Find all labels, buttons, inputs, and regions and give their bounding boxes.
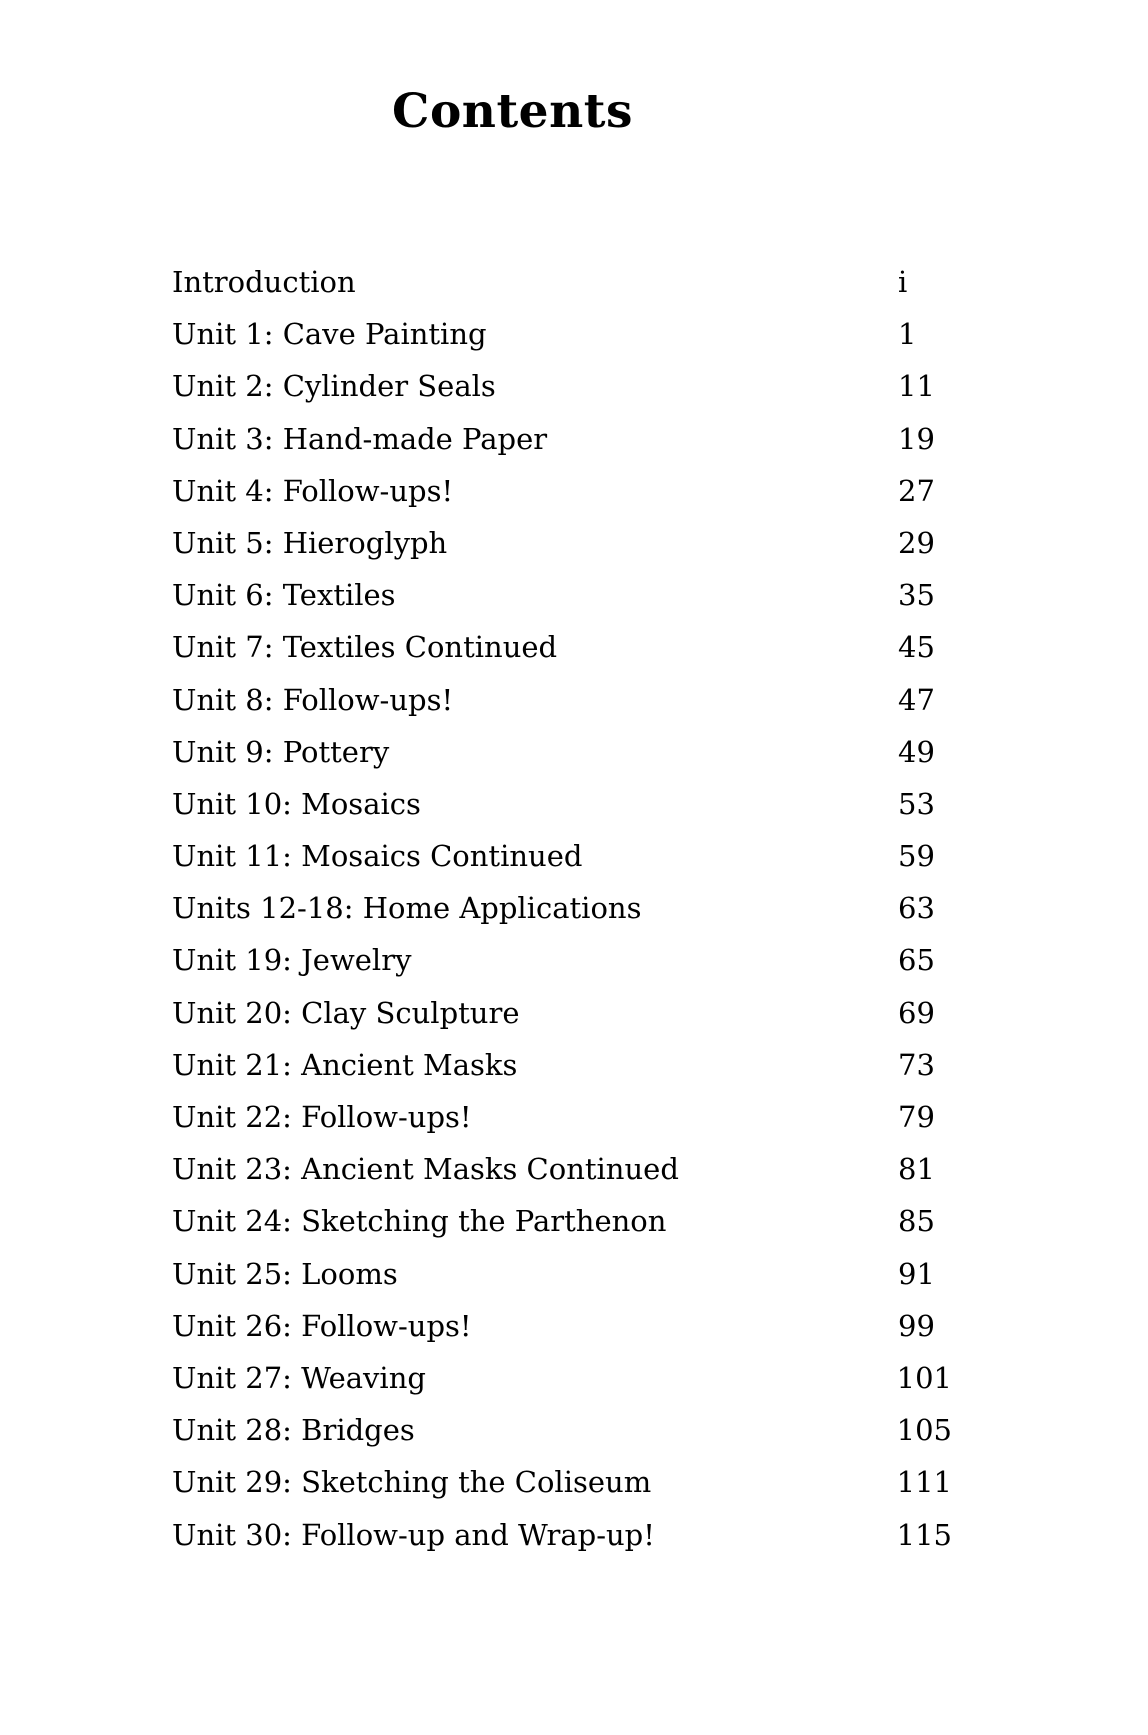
toc-entry-label: Unit 10: Mosaics [172, 786, 421, 821]
toc-entry-page: 85 [898, 1204, 935, 1239]
toc-entry [172, 1360, 952, 1416]
toc-entry-page: 27 [898, 473, 935, 508]
toc-entry-page: 11 [898, 369, 935, 404]
toc-entry-page: 65 [898, 943, 935, 978]
toc-entry-page: 47 [898, 682, 935, 717]
toc-entry-label: Introduction [172, 265, 356, 299]
toc-entry-page: 49 [898, 734, 935, 769]
toc-entry-label: Unit 19: Jewelry [172, 943, 412, 978]
toc-entry-page: 111 [896, 1465, 952, 1500]
toc-entry-label: Unit 1: Cave Painting [172, 317, 487, 352]
toc-entry-page: 99 [898, 1308, 935, 1343]
toc-entry-label: Unit 29: Sketching the Coliseum [172, 1465, 652, 1500]
toc-entry-page: 105 [896, 1413, 952, 1448]
toc-entry-page: i [898, 265, 908, 299]
toc-entry [172, 1413, 952, 1468]
toc-entry-label: Unit 6: Textiles [172, 578, 396, 613]
toc-entry [172, 265, 952, 320]
toc-entry-label: Unit 9: Pottery [172, 734, 390, 769]
toc-entry [172, 1047, 952, 1103]
toc-entry [172, 369, 952, 424]
toc-entry [172, 1517, 952, 1573]
toc-entry-label: Unit 7: Textiles Continued [172, 630, 558, 665]
toc-entry-page: 79 [898, 1100, 935, 1134]
toc-entry [172, 525, 952, 581]
toc-entry [172, 839, 952, 894]
toc-entry-page: 1 [898, 317, 917, 352]
toc-entry-page: 81 [898, 1152, 935, 1187]
toc-entry-label: Unit 21: Ancient Masks [172, 1047, 518, 1082]
toc-entry-label: Unit 5: Hieroglyph [172, 525, 448, 560]
toc-entry-label: Unit 28: Bridges [172, 1413, 415, 1448]
toc-entry-label: Unit 22: Follow-ups! [172, 1100, 472, 1134]
toc-entry-page: 59 [898, 839, 935, 874]
toc-entry-label: Unit 23: Ancient Masks Continued [172, 1152, 679, 1187]
toc-entry-label: Units 12-18: Home Applications [172, 891, 642, 926]
toc-entry [172, 943, 952, 998]
toc-entry [172, 1308, 952, 1364]
toc-entry [172, 1256, 952, 1312]
toc-entry-page: 69 [898, 995, 935, 1030]
toc-entry [172, 786, 952, 842]
toc-entry-label: Unit 11: Mosaics Continued [172, 839, 583, 874]
toc-entry-label: Unit 8: Follow-ups! [172, 682, 454, 717]
table-of-contents [172, 265, 952, 1573]
toc-entry [172, 578, 952, 633]
toc-entry [172, 1204, 952, 1259]
toc-entry-page: 29 [898, 525, 935, 560]
toc-entry-page: 53 [898, 786, 935, 821]
toc-entry-page: 63 [898, 891, 935, 926]
toc-entry-page: 35 [898, 578, 935, 613]
toc-entry [172, 473, 952, 529]
toc-entry-label: Unit 30: Follow-up and Wrap-up! [172, 1517, 655, 1552]
toc-entry-page: 115 [896, 1517, 952, 1552]
toc-entry [172, 1100, 952, 1155]
toc-entry [172, 1465, 952, 1520]
toc-entry [172, 734, 952, 790]
toc-entry [172, 421, 952, 477]
toc-entry-label: Unit 26: Follow-ups! [172, 1308, 472, 1343]
toc-entry-label: Unit 2: Cylinder Seals [172, 369, 496, 404]
toc-entry-label: Unit 3: Hand-made Paper [172, 421, 548, 456]
toc-entry [172, 891, 952, 946]
toc-entry-label: Unit 27: Weaving [172, 1360, 426, 1395]
toc-entry-label: Unit 24: Sketching the Parthenon [172, 1204, 667, 1239]
toc-entry-label: Unit 20: Clay Sculpture [172, 995, 520, 1030]
toc-entry-label: Unit 4: Follow-ups! [172, 473, 454, 508]
toc-entry [172, 1152, 952, 1207]
toc-entry-page: 45 [898, 630, 935, 665]
toc-entry [172, 317, 952, 372]
toc-entry-label: Unit 25: Looms [172, 1256, 398, 1291]
toc-entry [172, 995, 952, 1051]
toc-entry [172, 682, 952, 738]
toc-entry [172, 630, 952, 685]
toc-entry-page: 73 [898, 1047, 935, 1082]
page-title: Contents [392, 84, 633, 139]
toc-entry-page: 19 [898, 421, 935, 456]
toc-entry-page: 101 [896, 1360, 952, 1395]
toc-entry-page: 91 [898, 1256, 935, 1291]
